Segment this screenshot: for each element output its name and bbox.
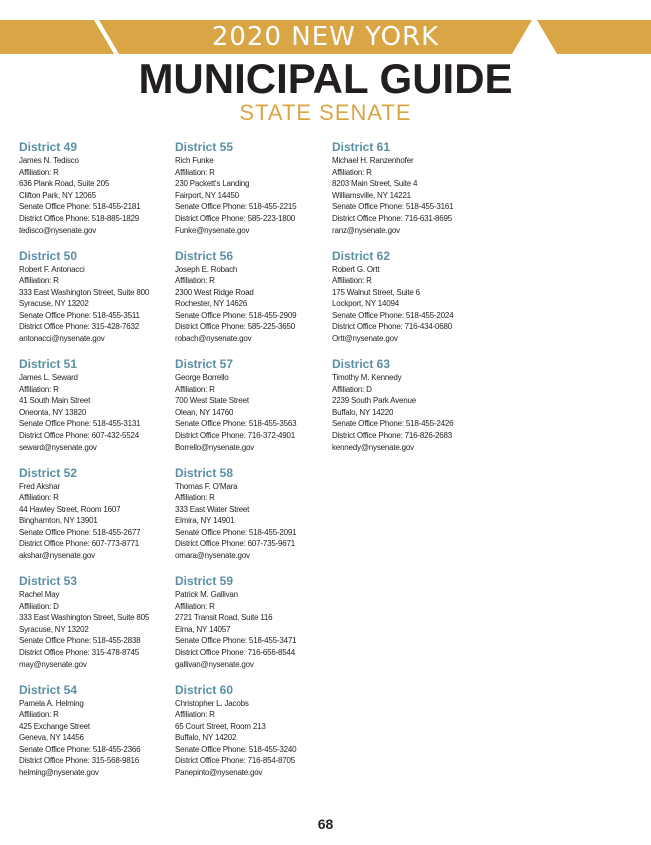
district-office-phone: District Office Phone: 607-735-9671 bbox=[175, 539, 296, 549]
affiliation: Affiliation: R bbox=[175, 493, 215, 503]
year-title: 2020 NEW YORK bbox=[211, 22, 440, 52]
senator-entry bbox=[175, 574, 325, 683]
address-line-1: 175 Walnut Street, Suite 6 bbox=[332, 287, 420, 297]
address-line-2: Buffalo, NY 14202 bbox=[175, 733, 237, 743]
district-heading: District 58 bbox=[175, 465, 234, 480]
page-number: 68 bbox=[317, 816, 334, 832]
district-heading: District 49 bbox=[19, 140, 78, 154]
senate-office-phone: Senate Office Phone: 518-455-3471 bbox=[175, 636, 297, 646]
address-line-1: 333 East Washington Street, Suite 805 bbox=[19, 613, 150, 623]
senator-name: Christopher L. Jacobs bbox=[175, 698, 249, 708]
address-line-1: 2239 South Park Avenue bbox=[332, 396, 416, 406]
district-office-phone: District Office Phone: 518-885-1829 bbox=[19, 213, 140, 223]
address-line-2: Lockport, NY 14094 bbox=[332, 299, 399, 309]
address-line-1: 2300 West Ridge Road bbox=[175, 287, 254, 297]
district-heading: District 62 bbox=[332, 248, 391, 263]
address-line-2: Williamsville, NY 14221 bbox=[332, 190, 411, 200]
affiliation: Affiliation: R bbox=[19, 384, 59, 394]
district-office-phone: District Office Phone: 585-225-3650 bbox=[175, 322, 296, 332]
senate-office-phone: Senate Office Phone: 518-455-2024 bbox=[332, 310, 454, 320]
email-address[interactable]: helming@nysenate.gov bbox=[19, 768, 99, 778]
senator-entry bbox=[175, 357, 325, 466]
senator-entry bbox=[19, 466, 169, 575]
district-heading: District 53 bbox=[19, 574, 78, 588]
senator-name: Timothy M. Kennedy bbox=[332, 373, 402, 382]
district-heading: District 50 bbox=[19, 248, 78, 263]
senate-office-phone: Senate Office Phone: 518-455-2677 bbox=[19, 527, 141, 537]
senator-name: George Borrello bbox=[175, 373, 229, 382]
email-address[interactable]: tedisco@nysenate.gov bbox=[19, 225, 97, 235]
district-office-phone: District Office Phone: 716-434-0680 bbox=[332, 322, 453, 332]
district-office-phone: District Office Phone: 607-432-5524 bbox=[19, 430, 140, 440]
address-line-1: 2721 Transit Road, Suite 116 bbox=[175, 613, 273, 623]
senator-entry bbox=[332, 357, 482, 466]
email-address[interactable]: kennedy@nysenate.gov bbox=[332, 442, 414, 452]
affiliation: Affiliation: R bbox=[332, 167, 372, 177]
email-address[interactable]: Panepinto@nysenate.gov bbox=[175, 768, 263, 778]
directory-column-3 bbox=[332, 140, 482, 466]
district-heading: District 57 bbox=[175, 357, 234, 371]
district-heading: District 63 bbox=[332, 357, 391, 371]
affiliation: Affiliation: D bbox=[19, 601, 59, 611]
senator-entry bbox=[332, 249, 482, 358]
address-line-2: Buffalo, NY 14220 bbox=[332, 407, 394, 417]
affiliation: Affiliation: R bbox=[332, 276, 372, 286]
senator-entry bbox=[175, 249, 325, 358]
senate-office-phone: Senate Office Phone: 518-455-2091 bbox=[175, 527, 297, 537]
email-address[interactable]: seward@nysenate.gov bbox=[19, 442, 97, 452]
address-line-1: 230 Packett's Landing bbox=[175, 179, 250, 189]
email-address[interactable]: gallivan@nysenate.gov bbox=[175, 659, 254, 669]
district-heading: District 51 bbox=[19, 357, 78, 371]
senator-entry bbox=[19, 574, 169, 683]
affiliation: Affiliation: R bbox=[19, 167, 59, 177]
address-line-2: Syracuse, NY 13202 bbox=[19, 299, 89, 309]
affiliation: Affiliation: D bbox=[332, 384, 372, 394]
senator-entry bbox=[175, 466, 325, 575]
affiliation: Affiliation: R bbox=[19, 276, 59, 286]
senator-entry bbox=[19, 357, 169, 466]
affiliation: Affiliation: R bbox=[175, 276, 215, 286]
senator-name: Joseph E. Robach bbox=[175, 264, 238, 274]
senator-name: Pamela A. Helming bbox=[19, 698, 84, 708]
address-line-2: Oneonta, NY 13820 bbox=[19, 407, 87, 417]
senator-name: Fred Akshar bbox=[19, 481, 60, 491]
senator-name: James L. Seward bbox=[19, 373, 78, 382]
address-line-1: 333 East Water Street bbox=[175, 504, 250, 514]
address-line-1: 333 East Washington Street, Suite 800 bbox=[19, 287, 150, 297]
district-heading: District 54 bbox=[19, 682, 78, 697]
affiliation: Affiliation: R bbox=[19, 710, 59, 720]
senate-office-phone: Senate Office Phone: 518-455-2838 bbox=[19, 636, 141, 646]
senator-name: Michael H. Ranzenhofer bbox=[332, 156, 414, 165]
email-address[interactable]: Ortt@nysenate.gov bbox=[332, 334, 398, 344]
district-heading: District 55 bbox=[175, 140, 234, 154]
senator-entry bbox=[19, 683, 169, 792]
address-line-2: Binghamton, NY 13901 bbox=[19, 516, 98, 526]
directory-column-2 bbox=[175, 140, 325, 791]
district-office-phone: District Office Phone: 716-631-8695 bbox=[332, 213, 453, 223]
address-line-1: 65 Court Street, Room 213 bbox=[175, 721, 266, 731]
senator-name: Patrick M. Gallivan bbox=[175, 590, 238, 599]
address-line-1: 700 West State Street bbox=[175, 396, 249, 406]
district-office-phone: District Office Phone: 716-854-8705 bbox=[175, 756, 296, 766]
district-office-phone: District Office Phone: 716-372-4901 bbox=[175, 430, 296, 440]
senator-entry bbox=[175, 140, 325, 249]
district-office-phone: District Office Phone: 716-826-2683 bbox=[332, 430, 453, 440]
address-line-2: Elma, NY 14057 bbox=[175, 624, 231, 634]
senator-entry bbox=[19, 140, 169, 249]
senator-name: Thomas F. O'Mara bbox=[175, 481, 238, 491]
senator-name: Rich Funke bbox=[175, 156, 214, 165]
senate-office-phone: Senate Office Phone: 518-455-3131 bbox=[19, 419, 141, 429]
district-heading: District 60 bbox=[175, 682, 234, 697]
address-line-1: 44 Hawley Street, Room 1607 bbox=[19, 504, 121, 514]
email-address[interactable]: antonacci@nysenate.gov bbox=[19, 334, 105, 344]
address-line-2: Clifton Park, NY 12065 bbox=[19, 190, 96, 200]
address-line-2: Rochester, NY 14626 bbox=[175, 299, 248, 309]
affiliation: Affiliation: R bbox=[175, 167, 215, 177]
senate-office-phone: Senate Office Phone: 518-455-3240 bbox=[175, 744, 297, 754]
senator-entry bbox=[175, 683, 325, 792]
district-heading: District 59 bbox=[175, 574, 234, 588]
page-title: MUNICIPAL GUIDE bbox=[138, 55, 513, 102]
district-office-phone: District Office Phone: 315-568-9816 bbox=[19, 756, 140, 766]
district-office-phone: District Office Phone: 585-223-1800 bbox=[175, 213, 296, 223]
senator-name: Robert F. Antonacci bbox=[19, 264, 85, 274]
affiliation: Affiliation: R bbox=[175, 384, 215, 394]
senate-office-phone: Senate Office Phone: 518-455-2215 bbox=[175, 202, 297, 212]
address-line-2: Elmira, NY 14901 bbox=[175, 516, 235, 526]
senator-entry bbox=[19, 249, 169, 358]
senate-office-phone: Senate Office Phone: 518-455-3563 bbox=[175, 419, 297, 429]
senate-office-phone: Senate Office Phone: 518-455-2366 bbox=[19, 744, 141, 754]
address-line-2: Geneva, NY 14456 bbox=[19, 733, 84, 743]
email-address[interactable]: akshar@nysenate.gov bbox=[19, 551, 95, 561]
address-line-1: 636 Plank Road, Suite 205 bbox=[19, 179, 110, 189]
email-address[interactable]: ranz@nysenate.gov bbox=[332, 225, 400, 235]
address-line-2: Syracuse, NY 13202 bbox=[19, 624, 89, 634]
address-line-1: 425 Exchange Street bbox=[19, 721, 90, 731]
email-address[interactable]: omara@nysenate.gov bbox=[175, 551, 250, 561]
district-heading: District 56 bbox=[175, 248, 234, 263]
address-line-1: 8203 Main Street, Suite 4 bbox=[332, 179, 418, 189]
district-office-phone: District Office Phone: 607-773-8771 bbox=[19, 539, 140, 549]
district-office-phone: District Office Phone: 315-428-7632 bbox=[19, 322, 140, 332]
senator-name: Robert G. Ortt bbox=[332, 264, 380, 274]
district-office-phone: District Office Phone: 315-478-8745 bbox=[19, 647, 140, 657]
email-address[interactable]: may@nysenate.gov bbox=[19, 659, 87, 669]
senate-office-phone: Senate Office Phone: 518-455-2909 bbox=[175, 310, 297, 320]
district-office-phone: District Office Phone: 716-656-8544 bbox=[175, 647, 296, 657]
affiliation: Affiliation: R bbox=[175, 601, 215, 611]
senator-entry bbox=[332, 140, 482, 249]
directory-column-1 bbox=[19, 140, 169, 791]
senate-office-phone: Senate Office Phone: 518-455-2426 bbox=[332, 419, 454, 429]
senator-name: James N. Tedisco bbox=[19, 156, 79, 165]
senate-office-phone: Senate Office Phone: 518-455-2181 bbox=[19, 202, 141, 212]
address-line-2: Olean, NY 14760 bbox=[175, 407, 234, 417]
email-address[interactable]: Funke@nysenate.gov bbox=[175, 225, 250, 235]
address-line-2: Fairport, NY 14450 bbox=[175, 190, 239, 200]
senator-name: Rachel May bbox=[19, 590, 60, 599]
email-address[interactable]: Borrello@nysenate.gov bbox=[175, 442, 255, 452]
address-line-1: 41 South Main Street bbox=[19, 396, 91, 406]
section-subtitle: STATE SENATE bbox=[239, 100, 412, 125]
email-address[interactable]: robach@nysenate.gov bbox=[175, 334, 252, 344]
district-heading: District 52 bbox=[19, 465, 78, 480]
affiliation: Affiliation: R bbox=[175, 710, 215, 720]
senate-office-phone: Senate Office Phone: 518-455-3511 bbox=[19, 310, 140, 320]
affiliation: Affiliation: R bbox=[19, 493, 59, 503]
senate-office-phone: Senate Office Phone: 518-455-3161 bbox=[332, 202, 454, 212]
district-heading: District 61 bbox=[332, 140, 391, 154]
